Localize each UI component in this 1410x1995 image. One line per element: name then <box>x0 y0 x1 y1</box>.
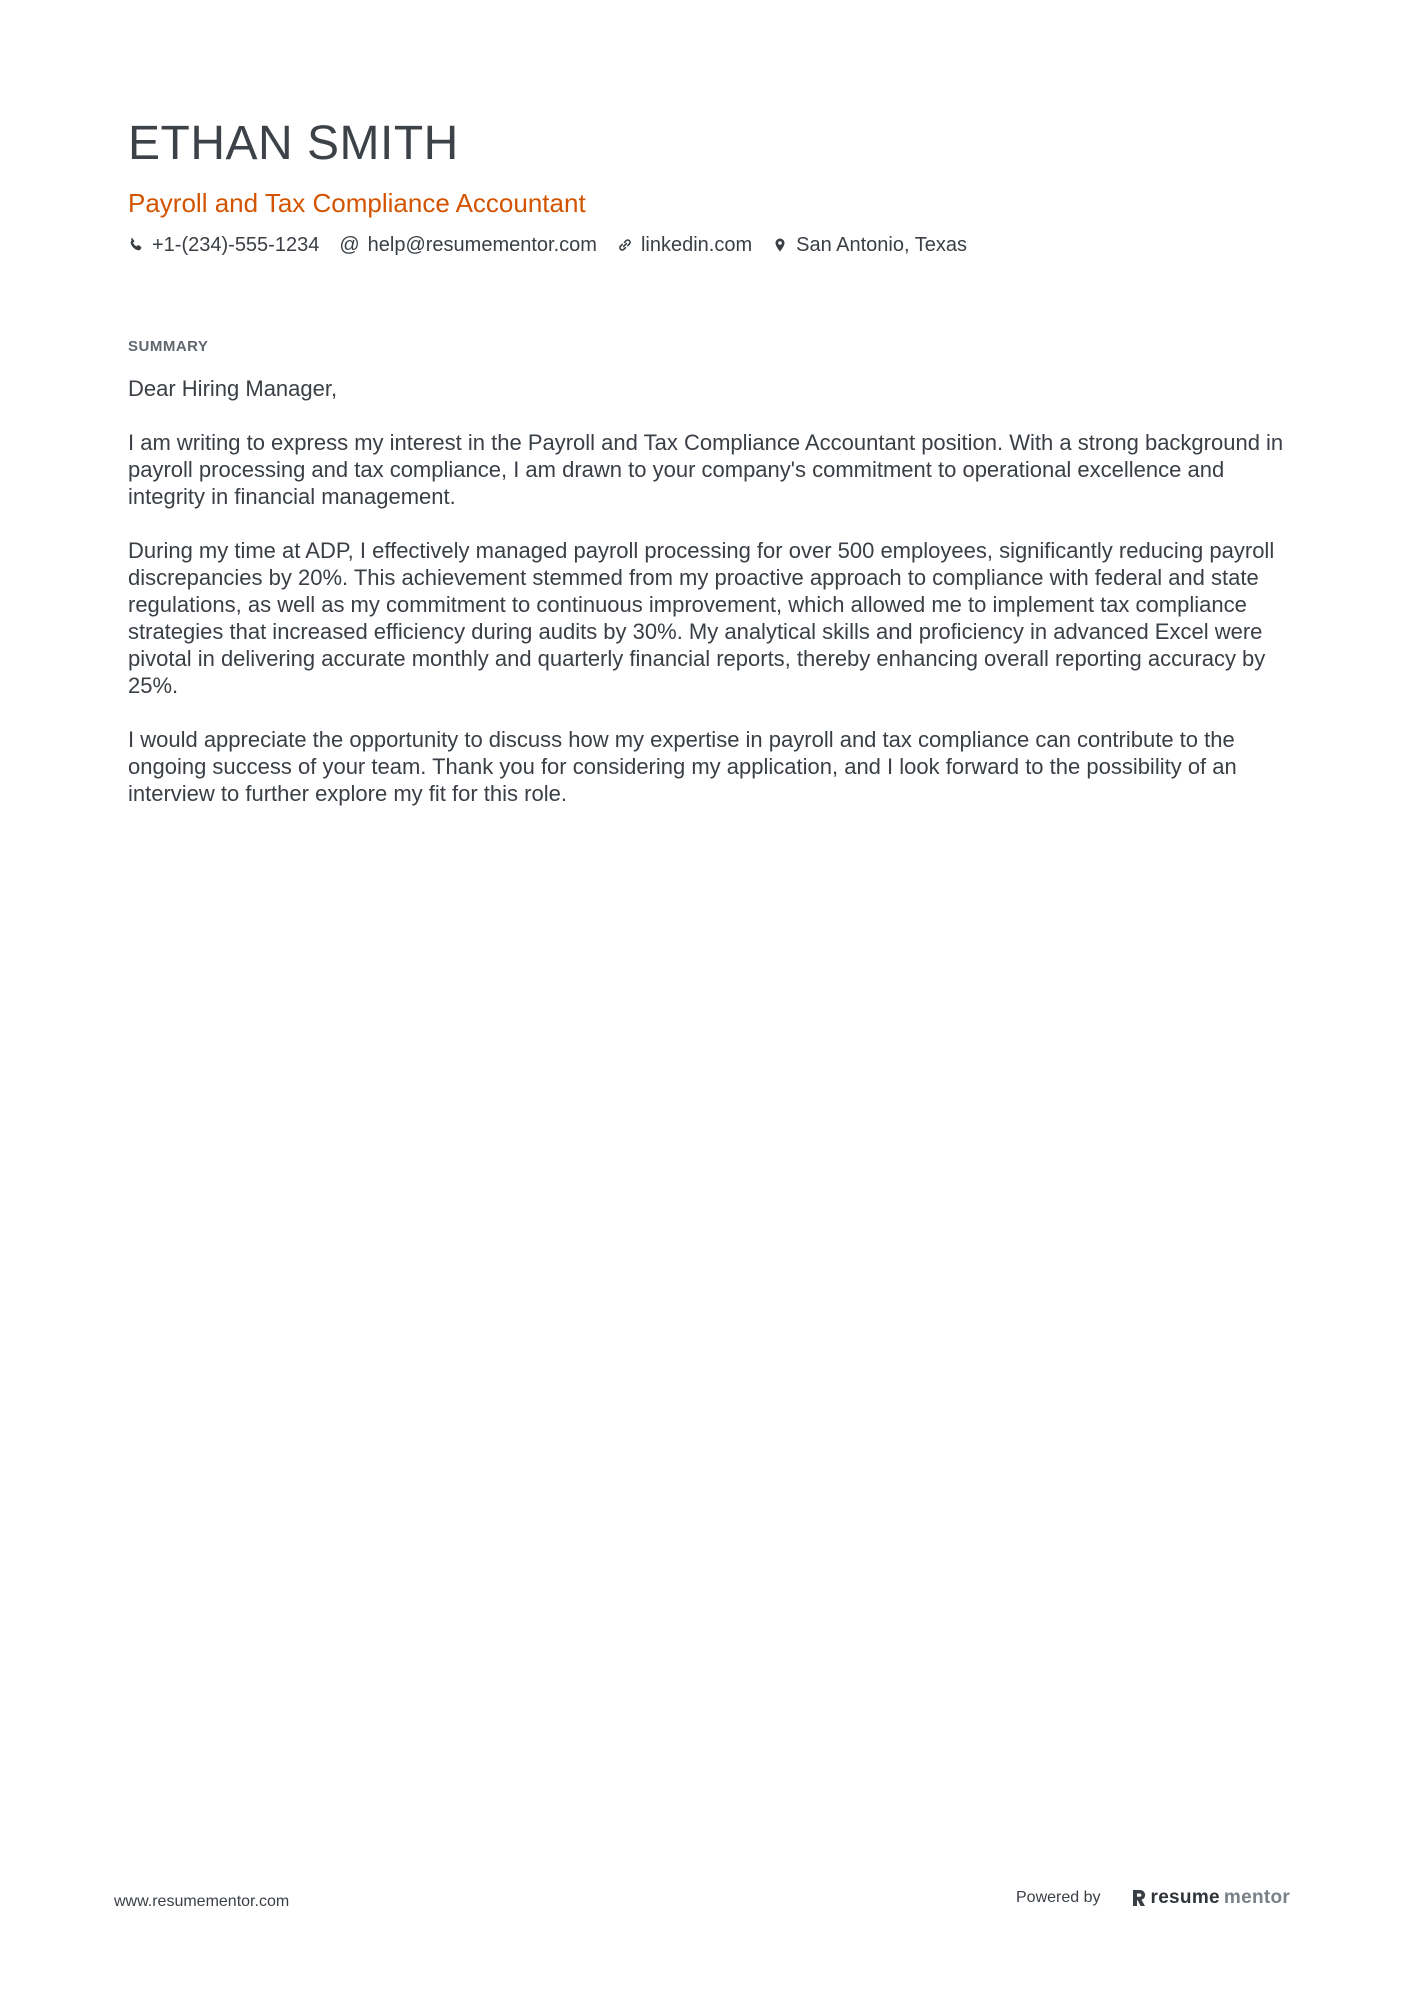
header <box>128 112 1288 258</box>
greeting: Dear Hiring Manager, <box>128 376 338 401</box>
location-text: San Antonio, Texas <box>796 234 967 256</box>
paragraph-1: I am writing to express my interest in the Payroll and Tax Compliance Accountant position. With a strong background in payroll processing and tax compliance, I am drawn to your company's commitment to operational excellence and integrity in financial management. <box>128 430 1284 509</box>
contact-email[interactable] <box>339 232 597 258</box>
brand-logo[interactable] <box>1131 1887 1291 1909</box>
footer-website[interactable]: www.resumementor.com <box>114 1893 290 1910</box>
contact-bar <box>128 232 1288 258</box>
at-icon: @ <box>339 234 360 256</box>
brand-primary: resume <box>1150 1887 1220 1908</box>
footer-powered-by <box>1016 1887 1290 1909</box>
link-text[interactable]: linkedin.com <box>640 234 753 256</box>
contact-phone <box>128 232 319 258</box>
link-icon <box>617 237 633 253</box>
contact-location <box>772 232 967 258</box>
section-title: SUMMARY <box>128 338 209 355</box>
job-title: Payroll and Tax Compliance Accountant <box>128 188 586 218</box>
summary-section <box>128 338 1288 834</box>
phone-text: +1-(234)-555-1234 <box>152 234 320 256</box>
contact-link[interactable] <box>617 232 752 258</box>
brand-secondary: mentor <box>1223 1887 1291 1908</box>
paragraph-2: During my time at ADP, I effectively managed payroll processing for over 500 employees, significantly reducing payroll discrepancies by 20%. This achievement stemmed from my proactive approach to compliance with federal and state regulations, as well as my commitment to continuous improvement, which allowed me to implement tax compliance strategies that increased efficiency during audits by 30%. My analytical skills and proficiency in advanced Excel were pivotal in delivering accurate monthly and quarterly financial reports, thereby enhancing overall reporting accuracy by 25%. <box>128 538 1275 698</box>
phone-icon <box>128 237 144 253</box>
powered-by-label: Powered by <box>1016 1889 1101 1906</box>
candidate-name: ETHAN SMITH <box>128 117 459 170</box>
location-pin-icon <box>772 237 788 253</box>
cover-letter-body <box>128 375 1288 807</box>
resumementor-logo-icon <box>1131 1888 1147 1908</box>
paragraph-3: I would appreciate the opportunity to discuss how my expertise in payroll and tax compliance can contribute to the ongoing success of your team. Thank you for considering my application, and I look forward to the possibility of an interview to further explore my fit for this role. <box>128 727 1237 806</box>
email-text[interactable]: help@resumementor.com <box>367 234 597 256</box>
